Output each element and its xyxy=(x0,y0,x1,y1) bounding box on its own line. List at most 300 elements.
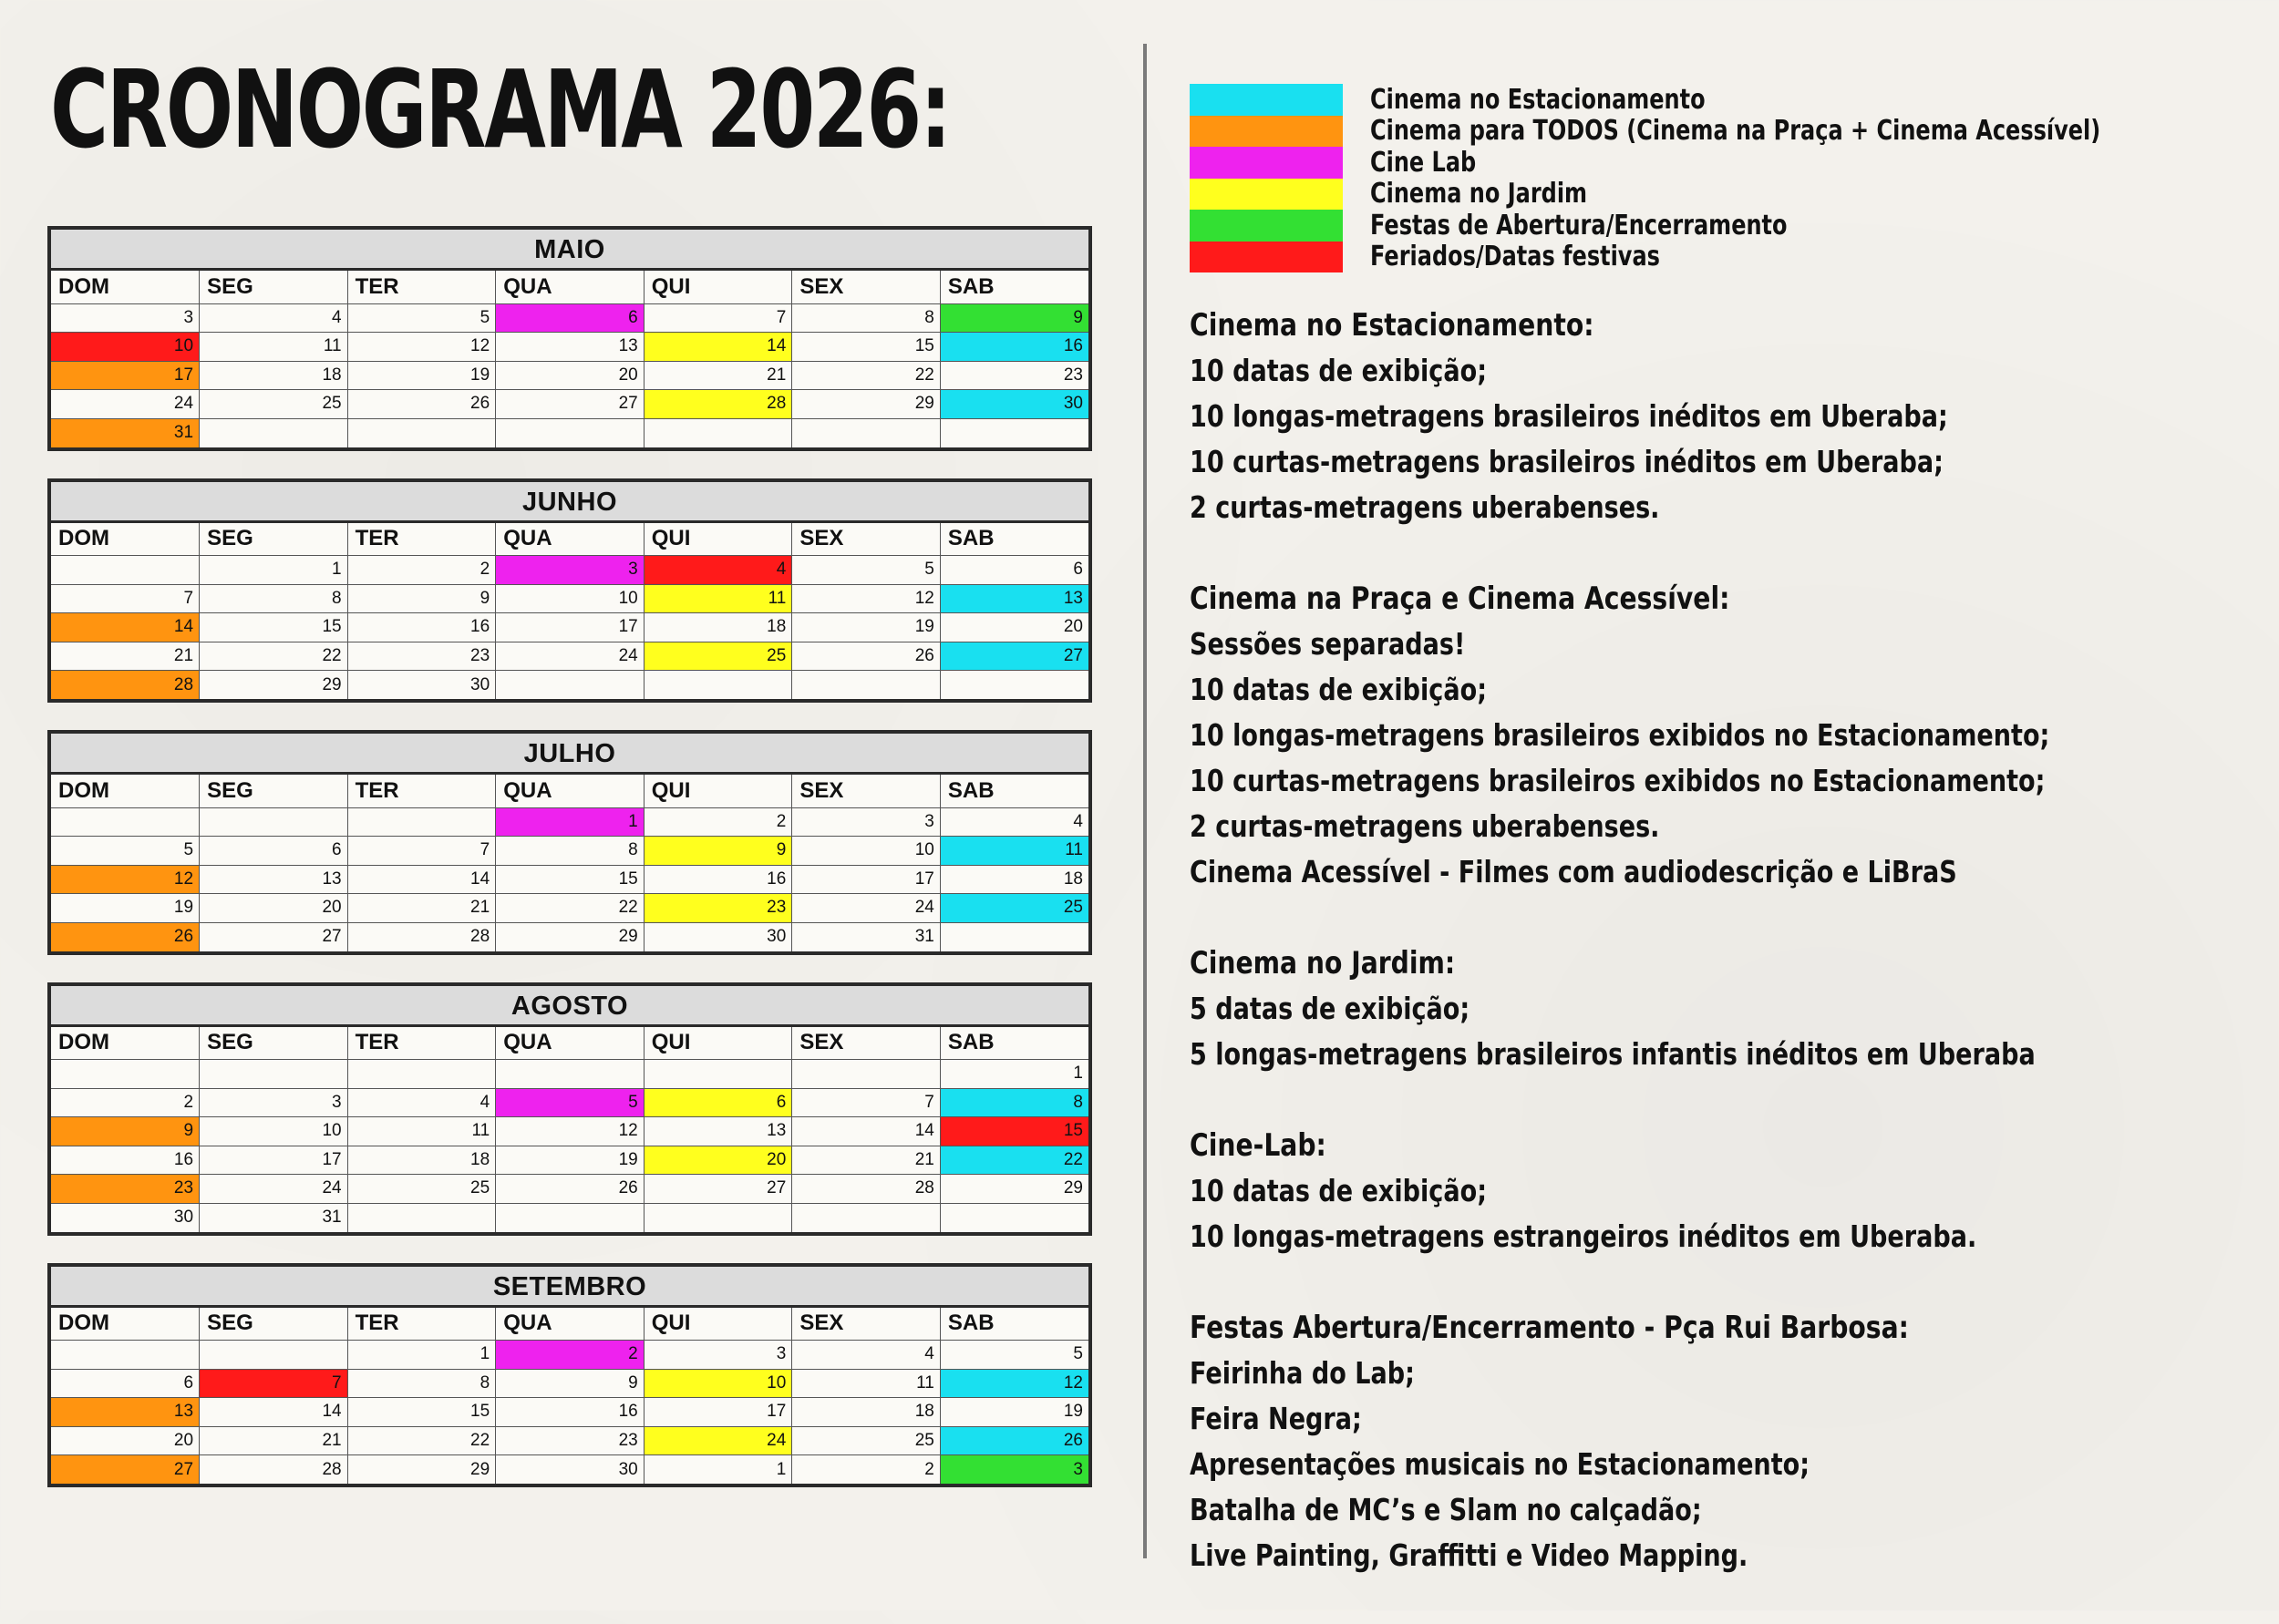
day-cell: 9 xyxy=(644,837,792,866)
day-cell: 3 xyxy=(51,303,200,333)
program-section xyxy=(1190,1123,2238,1259)
month-name: SETEMBRO xyxy=(51,1267,1088,1308)
day-cell xyxy=(496,1203,645,1232)
section-line: Live Painting, Graffitti e Video Mapping. xyxy=(1190,1537,1748,1573)
day-cell: 19 xyxy=(940,1398,1088,1427)
day-cell: 25 xyxy=(644,642,792,671)
day-cell: 8 xyxy=(792,303,941,333)
weekday-header: QUA xyxy=(496,1308,645,1341)
weekday-header: QUI xyxy=(644,271,792,303)
day-cell: 6 xyxy=(51,1369,200,1398)
week-row xyxy=(51,1341,1088,1370)
day-cell xyxy=(51,1060,200,1089)
day-cell: 22 xyxy=(347,1426,496,1455)
day-cell: 5 xyxy=(940,1341,1088,1370)
legend-swatch xyxy=(1190,242,1343,273)
section-title: Cinema no Jardim: xyxy=(1190,945,1456,982)
day-cell xyxy=(940,418,1088,447)
day-cell: 24 xyxy=(792,894,941,923)
month-name: AGOSTO xyxy=(51,986,1088,1027)
day-cell: 22 xyxy=(940,1146,1088,1175)
program-section xyxy=(1190,940,2238,1077)
month-grid xyxy=(51,271,1088,447)
day-cell: 15 xyxy=(496,865,645,894)
day-cell: 4 xyxy=(644,556,792,585)
section-title: Cine-Lab: xyxy=(1190,1127,1326,1164)
program-section xyxy=(1190,1305,2238,1578)
day-cell xyxy=(644,418,792,447)
day-cell: 22 xyxy=(792,361,941,390)
day-cell xyxy=(644,671,792,700)
day-cell: 8 xyxy=(200,584,348,613)
day-cell: 5 xyxy=(792,556,941,585)
section-line: 10 longas-metragens brasileiros exibidos no Estacionamento; xyxy=(1190,717,2050,753)
section-title: Festas Abertura/Encerramento - Pça Rui Barbosa: xyxy=(1190,1310,1909,1346)
day-cell: 27 xyxy=(496,390,645,419)
section-line: 10 curtas-metragens brasileiros exibidos no Estacionamento; xyxy=(1190,763,2046,798)
day-cell: 27 xyxy=(200,922,348,951)
legend-item xyxy=(1190,84,2279,116)
day-cell: 21 xyxy=(347,894,496,923)
week-row xyxy=(51,303,1088,333)
day-cell: 19 xyxy=(496,1146,645,1175)
weekday-header: SAB xyxy=(940,523,1088,556)
day-cell: 24 xyxy=(496,642,645,671)
weekday-header: TER xyxy=(347,271,496,303)
day-cell: 6 xyxy=(200,837,348,866)
day-cell xyxy=(347,1060,496,1089)
day-cell: 17 xyxy=(200,1146,348,1175)
day-cell: 27 xyxy=(644,1175,792,1204)
day-cell xyxy=(347,807,496,837)
day-cell: 2 xyxy=(792,1455,941,1485)
day-cell: 23 xyxy=(940,361,1088,390)
weekday-header: SAB xyxy=(940,1027,1088,1060)
day-cell: 25 xyxy=(347,1175,496,1204)
day-cell: 20 xyxy=(200,894,348,923)
day-cell: 28 xyxy=(347,922,496,951)
month-name: JULHO xyxy=(51,734,1088,775)
vertical-divider xyxy=(1143,44,1147,1558)
day-cell xyxy=(51,556,200,585)
day-cell: 15 xyxy=(940,1117,1088,1146)
day-cell: 10 xyxy=(200,1117,348,1146)
day-cell: 12 xyxy=(496,1117,645,1146)
section-line: Feirinha do Lab; xyxy=(1190,1355,1415,1391)
legend-swatch xyxy=(1190,210,1343,242)
week-row xyxy=(51,361,1088,390)
day-cell: 26 xyxy=(51,922,200,951)
day-cell: 3 xyxy=(644,1341,792,1370)
day-cell: 4 xyxy=(347,1088,496,1117)
day-cell: 30 xyxy=(347,671,496,700)
legend-label: Cinema para TODOS (Cinema na Praça + Cinema Acessível) xyxy=(1370,115,2101,148)
day-cell: 6 xyxy=(940,556,1088,585)
day-cell: 14 xyxy=(792,1117,941,1146)
month-name: JUNHO xyxy=(51,482,1088,523)
weekday-header: SEG xyxy=(200,1308,348,1341)
section-title: Cinema no Estacionamento: xyxy=(1190,307,1594,344)
day-cell: 9 xyxy=(347,584,496,613)
weekday-header: SEG xyxy=(200,1027,348,1060)
day-cell: 18 xyxy=(940,865,1088,894)
day-cell: 4 xyxy=(940,807,1088,837)
day-cell: 7 xyxy=(347,837,496,866)
section-line: 10 longas-metragens estrangeiros inéditos em Uberaba. xyxy=(1190,1218,1977,1254)
day-cell: 7 xyxy=(51,584,200,613)
day-cell: 13 xyxy=(644,1117,792,1146)
week-row xyxy=(51,556,1088,585)
weekday-header: SAB xyxy=(940,1308,1088,1341)
month-calendar xyxy=(47,730,1092,955)
day-cell: 29 xyxy=(347,1455,496,1485)
day-cell xyxy=(940,671,1088,700)
day-cell: 12 xyxy=(347,333,496,362)
weekday-header: DOM xyxy=(51,1027,200,1060)
day-cell: 20 xyxy=(644,1146,792,1175)
day-cell xyxy=(644,1203,792,1232)
day-cell: 20 xyxy=(496,361,645,390)
day-cell: 23 xyxy=(347,642,496,671)
day-cell: 25 xyxy=(200,390,348,419)
section-line: 5 longas-metragens brasileiros infantis inéditos em Uberaba xyxy=(1190,1036,2036,1072)
day-cell: 16 xyxy=(347,613,496,642)
legend-swatch xyxy=(1190,179,1343,211)
day-cell: 1 xyxy=(496,807,645,837)
day-cell xyxy=(792,671,941,700)
program-descriptions xyxy=(1190,303,2238,1624)
weekday-header: SAB xyxy=(940,271,1088,303)
day-cell: 16 xyxy=(51,1146,200,1175)
day-cell: 30 xyxy=(940,390,1088,419)
day-cell xyxy=(496,418,645,447)
page-title: CRONOGRAMA 2026: xyxy=(50,46,950,172)
weekday-header: QUA xyxy=(496,523,645,556)
week-row xyxy=(51,671,1088,700)
section-line: Sessões separadas! xyxy=(1190,626,1466,662)
month-calendar xyxy=(47,478,1092,704)
day-cell: 8 xyxy=(496,837,645,866)
weekday-header: QUA xyxy=(496,271,645,303)
day-cell: 1 xyxy=(347,1341,496,1370)
day-cell: 5 xyxy=(496,1088,645,1117)
weekday-header: SEG xyxy=(200,775,348,807)
weekday-header-row xyxy=(51,1027,1088,1060)
legend-label: Festas de Abertura/Encerramento xyxy=(1370,209,1788,242)
section-line: 10 datas de exibição; xyxy=(1190,1173,1488,1208)
day-cell: 8 xyxy=(347,1369,496,1398)
day-cell: 14 xyxy=(51,613,200,642)
legend-item xyxy=(1190,179,2279,211)
legend-item xyxy=(1190,116,2279,148)
week-row xyxy=(51,1088,1088,1117)
day-cell xyxy=(940,1203,1088,1232)
legend-swatch xyxy=(1190,116,1343,148)
day-cell: 14 xyxy=(200,1398,348,1427)
day-cell: 10 xyxy=(51,333,200,362)
weekday-header: TER xyxy=(347,523,496,556)
section-line: 2 curtas-metragens uberabenses. xyxy=(1190,489,1660,525)
section-line: Cinema Acessível - Filmes com audiodescrição e LiBraS xyxy=(1190,854,1957,889)
weekday-header: SEX xyxy=(792,271,941,303)
day-cell: 2 xyxy=(347,556,496,585)
day-cell xyxy=(200,807,348,837)
legend-item xyxy=(1190,147,2279,179)
week-row xyxy=(51,837,1088,866)
month-grid xyxy=(51,523,1088,700)
day-cell: 30 xyxy=(51,1203,200,1232)
weekday-header-row xyxy=(51,271,1088,303)
legend-item xyxy=(1190,242,2279,273)
day-cell: 9 xyxy=(496,1369,645,1398)
day-cell: 26 xyxy=(496,1175,645,1204)
day-cell: 16 xyxy=(644,865,792,894)
section-line: Batalha de MC’s e Slam no calçadão; xyxy=(1190,1492,1702,1527)
calendar-months xyxy=(47,226,1092,1515)
week-row xyxy=(51,894,1088,923)
day-cell: 31 xyxy=(792,922,941,951)
day-cell: 6 xyxy=(644,1088,792,1117)
day-cell: 16 xyxy=(940,333,1088,362)
day-cell: 17 xyxy=(792,865,941,894)
day-cell: 31 xyxy=(200,1203,348,1232)
week-row xyxy=(51,1455,1088,1485)
day-cell: 23 xyxy=(51,1175,200,1204)
day-cell: 13 xyxy=(51,1398,200,1427)
day-cell: 24 xyxy=(644,1426,792,1455)
day-cell: 12 xyxy=(51,865,200,894)
day-cell: 10 xyxy=(644,1369,792,1398)
day-cell: 9 xyxy=(51,1117,200,1146)
day-cell: 1 xyxy=(644,1455,792,1485)
day-cell: 10 xyxy=(496,584,645,613)
day-cell: 15 xyxy=(792,333,941,362)
day-cell: 30 xyxy=(644,922,792,951)
legend-item xyxy=(1190,210,2279,242)
day-cell: 27 xyxy=(940,642,1088,671)
day-cell: 13 xyxy=(496,333,645,362)
week-row xyxy=(51,865,1088,894)
day-cell xyxy=(792,1060,941,1089)
day-cell: 17 xyxy=(644,1398,792,1427)
legend-label: Cine Lab xyxy=(1370,146,1477,179)
day-cell: 18 xyxy=(792,1398,941,1427)
weekday-header: DOM xyxy=(51,1308,200,1341)
day-cell: 26 xyxy=(940,1426,1088,1455)
day-cell: 30 xyxy=(496,1455,645,1485)
weekday-header: QUI xyxy=(644,1027,792,1060)
week-row xyxy=(51,1117,1088,1146)
day-cell xyxy=(496,671,645,700)
day-cell: 20 xyxy=(51,1426,200,1455)
day-cell: 5 xyxy=(51,837,200,866)
section-title: Cinema na Praça e Cinema Acessível: xyxy=(1190,581,1730,617)
weekday-header: TER xyxy=(347,775,496,807)
day-cell: 28 xyxy=(644,390,792,419)
day-cell: 22 xyxy=(200,642,348,671)
day-cell: 7 xyxy=(792,1088,941,1117)
section-line: 10 curtas-metragens brasileiros inéditos em Uberaba; xyxy=(1190,444,1944,479)
day-cell: 23 xyxy=(644,894,792,923)
day-cell: 18 xyxy=(644,613,792,642)
day-cell: 29 xyxy=(940,1175,1088,1204)
weekday-header: DOM xyxy=(51,271,200,303)
day-cell: 5 xyxy=(347,303,496,333)
day-cell: 28 xyxy=(792,1175,941,1204)
weekday-header: TER xyxy=(347,1027,496,1060)
day-cell: 3 xyxy=(792,807,941,837)
day-cell: 3 xyxy=(496,556,645,585)
day-cell: 28 xyxy=(51,671,200,700)
day-cell xyxy=(51,807,200,837)
month-calendar xyxy=(47,1263,1092,1488)
section-line: 5 datas de exibição; xyxy=(1190,991,1470,1026)
day-cell: 9 xyxy=(940,303,1088,333)
weekday-header: TER xyxy=(347,1308,496,1341)
month-name: MAIO xyxy=(51,230,1088,271)
weekday-header: SEX xyxy=(792,775,941,807)
day-cell: 29 xyxy=(200,671,348,700)
day-cell: 15 xyxy=(347,1398,496,1427)
day-cell: 3 xyxy=(200,1088,348,1117)
week-row xyxy=(51,807,1088,837)
day-cell: 4 xyxy=(792,1341,941,1370)
day-cell: 19 xyxy=(347,361,496,390)
day-cell: 18 xyxy=(347,1146,496,1175)
week-row xyxy=(51,390,1088,419)
day-cell: 1 xyxy=(200,556,348,585)
weekday-header: DOM xyxy=(51,523,200,556)
weekday-header: QUA xyxy=(496,1027,645,1060)
weekday-header-row xyxy=(51,1308,1088,1341)
day-cell: 31 xyxy=(51,418,200,447)
day-cell: 10 xyxy=(792,837,941,866)
program-section xyxy=(1190,576,2238,895)
week-row xyxy=(51,1369,1088,1398)
day-cell: 28 xyxy=(200,1455,348,1485)
color-legend xyxy=(1190,84,2279,272)
section-line: 2 curtas-metragens uberabenses. xyxy=(1190,808,1660,844)
month-calendar xyxy=(47,226,1092,451)
day-cell: 11 xyxy=(940,837,1088,866)
day-cell: 24 xyxy=(200,1175,348,1204)
day-cell: 19 xyxy=(51,894,200,923)
legend-label: Cinema no Jardim xyxy=(1370,178,1588,211)
day-cell: 25 xyxy=(792,1426,941,1455)
day-cell xyxy=(940,922,1088,951)
week-row xyxy=(51,1203,1088,1232)
day-cell: 11 xyxy=(792,1369,941,1398)
day-cell: 15 xyxy=(200,613,348,642)
day-cell xyxy=(200,1341,348,1370)
week-row xyxy=(51,1175,1088,1204)
day-cell: 11 xyxy=(347,1117,496,1146)
day-cell xyxy=(200,1060,348,1089)
day-cell: 17 xyxy=(51,361,200,390)
week-row xyxy=(51,1060,1088,1089)
legend-swatch xyxy=(1190,84,1343,116)
week-row xyxy=(51,1398,1088,1427)
weekday-header: QUI xyxy=(644,775,792,807)
day-cell: 4 xyxy=(200,303,348,333)
month-grid xyxy=(51,775,1088,951)
weekday-header: QUI xyxy=(644,523,792,556)
day-cell: 26 xyxy=(347,390,496,419)
day-cell: 23 xyxy=(496,1426,645,1455)
legend-label: Feriados/Datas festivas xyxy=(1370,241,1660,273)
section-line: 10 longas-metragens brasileiros inéditos em Uberaba; xyxy=(1190,398,1948,434)
day-cell: 7 xyxy=(200,1369,348,1398)
day-cell: 14 xyxy=(644,333,792,362)
day-cell: 1 xyxy=(940,1060,1088,1089)
weekday-header-row xyxy=(51,775,1088,807)
day-cell: 26 xyxy=(792,642,941,671)
day-cell xyxy=(644,1060,792,1089)
day-cell: 19 xyxy=(792,613,941,642)
day-cell: 12 xyxy=(940,1369,1088,1398)
week-row xyxy=(51,613,1088,642)
week-row xyxy=(51,418,1088,447)
legend-swatch xyxy=(1190,147,1343,179)
section-line: 10 datas de exibição; xyxy=(1190,353,1488,388)
day-cell xyxy=(792,418,941,447)
section-line: Feira Negra; xyxy=(1190,1401,1362,1436)
week-row xyxy=(51,642,1088,671)
day-cell: 2 xyxy=(51,1088,200,1117)
day-cell xyxy=(347,1203,496,1232)
weekday-header: SEX xyxy=(792,1308,941,1341)
weekday-header: DOM xyxy=(51,775,200,807)
day-cell: 22 xyxy=(496,894,645,923)
day-cell: 14 xyxy=(347,865,496,894)
day-cell: 21 xyxy=(792,1146,941,1175)
day-cell: 24 xyxy=(51,390,200,419)
day-cell: 8 xyxy=(940,1088,1088,1117)
week-row xyxy=(51,1426,1088,1455)
day-cell: 11 xyxy=(200,333,348,362)
program-section xyxy=(1190,303,2238,530)
day-cell: 7 xyxy=(644,303,792,333)
day-cell xyxy=(200,418,348,447)
day-cell: 27 xyxy=(51,1455,200,1485)
section-line: Apresentações musicais no Estacionamento; xyxy=(1190,1446,1810,1482)
day-cell: 13 xyxy=(940,584,1088,613)
week-row xyxy=(51,333,1088,362)
weekday-header: SEX xyxy=(792,1027,941,1060)
day-cell: 25 xyxy=(940,894,1088,923)
day-cell: 2 xyxy=(644,807,792,837)
day-cell: 12 xyxy=(792,584,941,613)
section-line: 10 datas de exibição; xyxy=(1190,672,1488,707)
day-cell xyxy=(496,1060,645,1089)
weekday-header: SEG xyxy=(200,271,348,303)
day-cell: 16 xyxy=(496,1398,645,1427)
day-cell: 6 xyxy=(496,303,645,333)
weekday-header: SEG xyxy=(200,523,348,556)
day-cell: 2 xyxy=(496,1341,645,1370)
day-cell: 29 xyxy=(792,390,941,419)
day-cell: 3 xyxy=(940,1455,1088,1485)
weekday-header: SEX xyxy=(792,523,941,556)
weekday-header: QUA xyxy=(496,775,645,807)
day-cell: 21 xyxy=(644,361,792,390)
week-row xyxy=(51,922,1088,951)
day-cell: 20 xyxy=(940,613,1088,642)
weekday-header-row xyxy=(51,523,1088,556)
day-cell: 21 xyxy=(51,642,200,671)
day-cell: 29 xyxy=(496,922,645,951)
week-row xyxy=(51,584,1088,613)
